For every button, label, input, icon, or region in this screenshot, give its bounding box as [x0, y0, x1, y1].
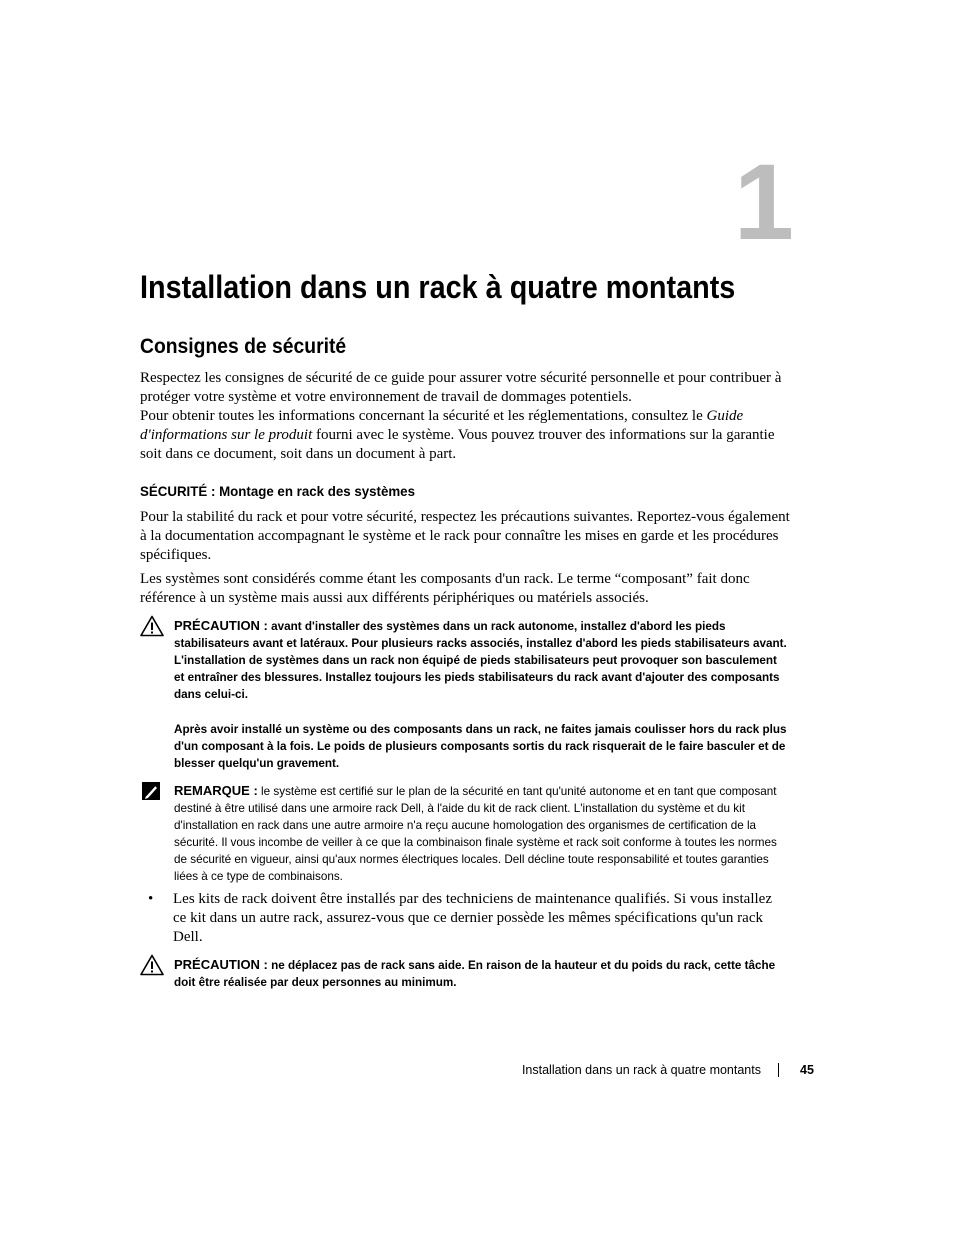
footer-separator	[778, 1063, 779, 1077]
subsection-heading: SÉCURITÉ : Montage en rack des systèmes	[140, 483, 415, 499]
intro-p2-after: fourni avec le système. Vous pouvez trouver des informations sur la garantie soit dans ce document, soit dans un document à part.	[140, 426, 775, 462]
caution-2-label: PRÉCAUTION :	[174, 957, 268, 972]
note-label: REMARQUE :	[174, 783, 258, 798]
chapter-title: Installation dans un rack à quatre montants	[140, 269, 736, 305]
caution-1-text: avant d'installer des systèmes dans un rack autonome, installez d'abord les pieds stabilisateurs avant et latéraux. Pour plusieurs racks associés, installez d'abord les pieds stabilisateurs avant. L'installation de systèmes dans un rack non équipé de pieds stabilisateurs peut provoquer son basculement et entraîner des blessures. Installez toujours les pieds stabilisateurs du rack avant d'ajouter des composants dans celui-ci.	[174, 620, 787, 701]
caution-2-text: ne déplacez pas de rack sans aide. En raison de la hauteur et du poids du rack, cette tâche doit être réalisée par deux personnes au minimum.	[174, 959, 776, 989]
footer-title: Installation dans un rack à quatre montants	[521, 1063, 761, 1077]
section-heading: Consignes de sécurité	[140, 335, 347, 358]
component-definition-paragraph: Les systèmes sont considérés comme étant les composants d'un rack. Le terme “composant” fait donc référence à un système mais aussi aux différents périphériques ou matériels associés.	[140, 571, 750, 606]
caution-1-label: PRÉCAUTION :	[174, 618, 268, 633]
note-pencil-icon	[140, 780, 164, 802]
intro-paragraph-2	[140, 407, 790, 463]
note-text: le système est certifié sur le plan de la sécurité en tant qu'unité autonome et en tant que composant destiné à être utilisé dans une armoire rack Dell, à l'aide du kit de rack client. L'installation du système et du kit d'installation en rack dans une autre armoire n'a reçu aucune homologation des organismes de certification de la sécurité. Il vous incombe de veiller à ce que la combinaison finale système et rack soit conforme à toutes les normes de sécurité en vigueur, ainsi qu'aux normes électriques locales. Dell décline toute responsabilité et toutes garanties liées à ce type de combinaisons.	[174, 785, 777, 883]
warning-triangle-icon	[140, 615, 164, 637]
product-guide-title: Guide d'informations sur le produit	[140, 408, 744, 443]
caution-1-text-2: Après avoir installé un système ou des composants dans un rack, ne faites jamais coulisser hors du rack plus d'un composant à la fois. Le poids de plusieurs composants sortis du rack risquerait de le faire basculer et de blesser quelqu'un gravement.	[174, 723, 787, 770]
rack-stability-paragraph: Pour la stabilité du rack et pour votre sécurité, respectez les précautions suivantes. Reportez-vous également à la documentation accompagnant le système et le rack pour connaître les mises en garde et les procédures spécifiques.	[140, 509, 790, 563]
chapter-number: 1	[733, 141, 794, 262]
intro-p2-before: Pour obtenir toutes les informations concernant la sécurité et les réglementations, consultez le	[140, 408, 707, 424]
bullet-symbol: •	[148, 891, 154, 907]
warning-triangle-icon	[140, 954, 164, 976]
caution-2-body	[174, 956, 788, 991]
note-body	[174, 782, 788, 885]
page-number: 45	[800, 1063, 814, 1077]
intro-paragraph-1: Respectez les consignes de sécurité de ce guide pour assurer votre sécurité personnelle et pour contribuer à protéger votre système et votre environnement de travail de dommages potentiels.	[140, 370, 782, 405]
bullet-text: Les kits de rack doivent être installés par des techniciens de maintenance qualifiés. Si vous installez ce kit dans un autre rack, assurez-vous que ce dernier possède les mêmes spécifications qu'un rack Dell.	[173, 891, 772, 945]
caution-1-body	[174, 617, 788, 703]
